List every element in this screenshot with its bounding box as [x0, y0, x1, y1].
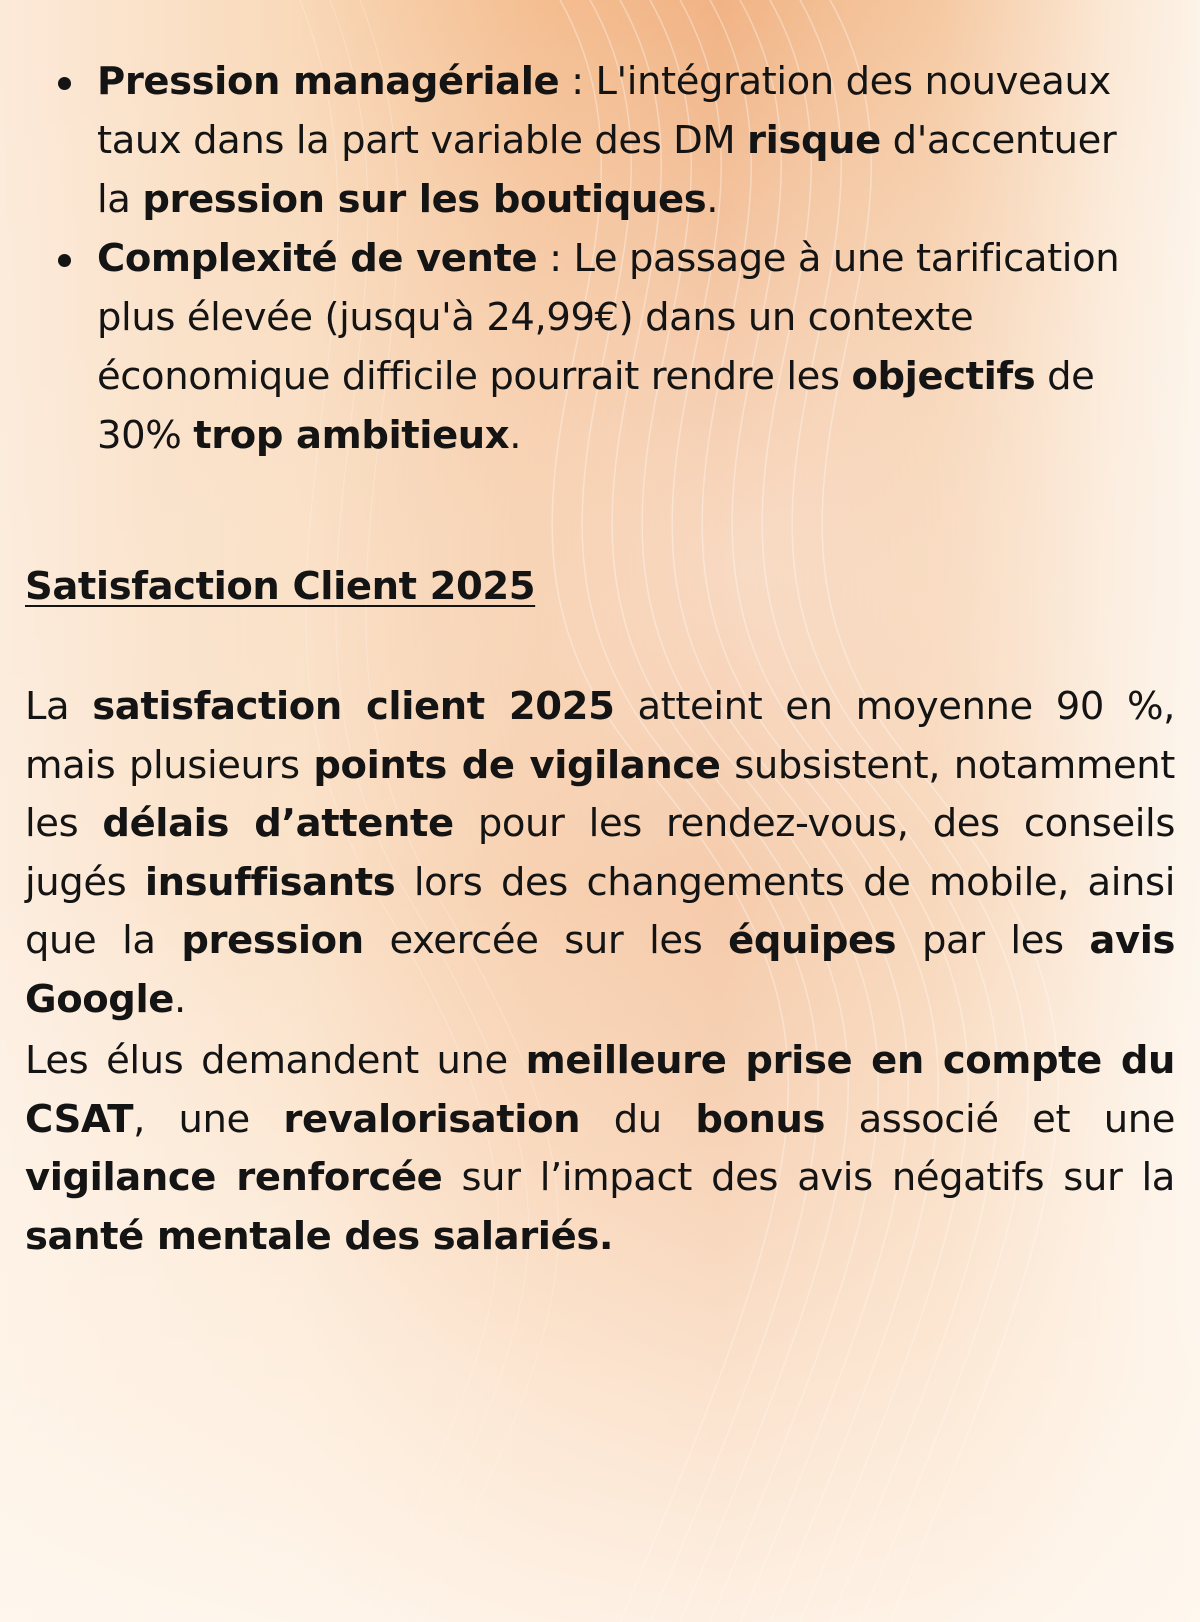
- paragraph-bold-text: équipes: [728, 918, 897, 963]
- paragraph-text: lors des changements de mobile, ainsi que la: [25, 859, 1175, 963]
- paragraph-bold-text: points de vigilance: [313, 742, 721, 788]
- paragraph-text: , une: [133, 1096, 284, 1142]
- paragraph-text: exercée sur les: [363, 918, 729, 963]
- paragraph-text: sur l’impact des avis négatifs sur la: [442, 1155, 1175, 1200]
- bullet-text: : Le passage à une tarification plus élevée (jusqu'à 24,99€) dans un contexte économique difficile pourrait rendre les: [97, 236, 1120, 399]
- paragraph-text: par les: [896, 918, 1090, 963]
- satisfaction-paragraph: [25, 678, 1175, 1029]
- bullet-bold-text: objectifs: [851, 354, 1036, 399]
- paragraph-bold-text: avis Google: [25, 918, 1176, 1022]
- paragraph-bold-text: satisfaction client 2025: [92, 684, 615, 729]
- bullet-bold-text: pression sur les boutiques: [142, 177, 707, 222]
- paragraph-text: Les élus demandent une: [25, 1038, 526, 1083]
- bullet-text: d'accentuer la: [97, 118, 1117, 222]
- paragraph-bold-text: santé mentale des salariés.: [25, 1213, 614, 1259]
- bullet-text: : L'intégration des nouveaux taux dans la part variable des DM: [97, 59, 1111, 163]
- paragraph-bold-text: délais d’attente: [102, 801, 454, 846]
- paragraph-text: pour les rendez-vous, des conseils jugés: [25, 801, 1175, 905]
- bullet-bold-text: trop ambitieux: [193, 413, 510, 458]
- paragraph-text: .: [173, 976, 186, 1022]
- paragraph-bold-text: insuffisants: [144, 859, 396, 905]
- paragraph-bold-text: pression: [181, 918, 364, 963]
- section-title: Satisfaction Client 2025: [25, 564, 536, 609]
- paragraph-bold-text: vigilance renforcée: [25, 1155, 443, 1200]
- demands-paragraph: [25, 1032, 1175, 1266]
- paragraph-text: La: [25, 684, 93, 729]
- bullet-heading: Pression managériale: [97, 59, 560, 104]
- bullet-item: [0, 52, 1200, 229]
- paragraph-bold-text: bonus: [695, 1096, 826, 1142]
- bullet-text: .: [509, 413, 522, 458]
- bullet-list: [0, 52, 1200, 465]
- bullet-text: .: [706, 177, 719, 222]
- paragraph-text: subsistent, notamment les: [25, 742, 1175, 846]
- bullet-item: [0, 229, 1200, 465]
- bullet-heading: Complexité de vente: [97, 236, 538, 281]
- bullet-text: de 30%: [97, 354, 1095, 458]
- bullet-bold-text: risque: [747, 118, 881, 163]
- paragraph-bold-text: meilleure prise en compte du CSAT: [25, 1038, 1175, 1142]
- paragraph-text: associé et une: [825, 1096, 1175, 1142]
- paragraph-bold-text: revalorisation: [283, 1096, 581, 1142]
- paragraph-text: atteint en moyenne 90 %, mais plusieurs: [25, 684, 1175, 788]
- paragraph-text: du: [580, 1096, 696, 1142]
